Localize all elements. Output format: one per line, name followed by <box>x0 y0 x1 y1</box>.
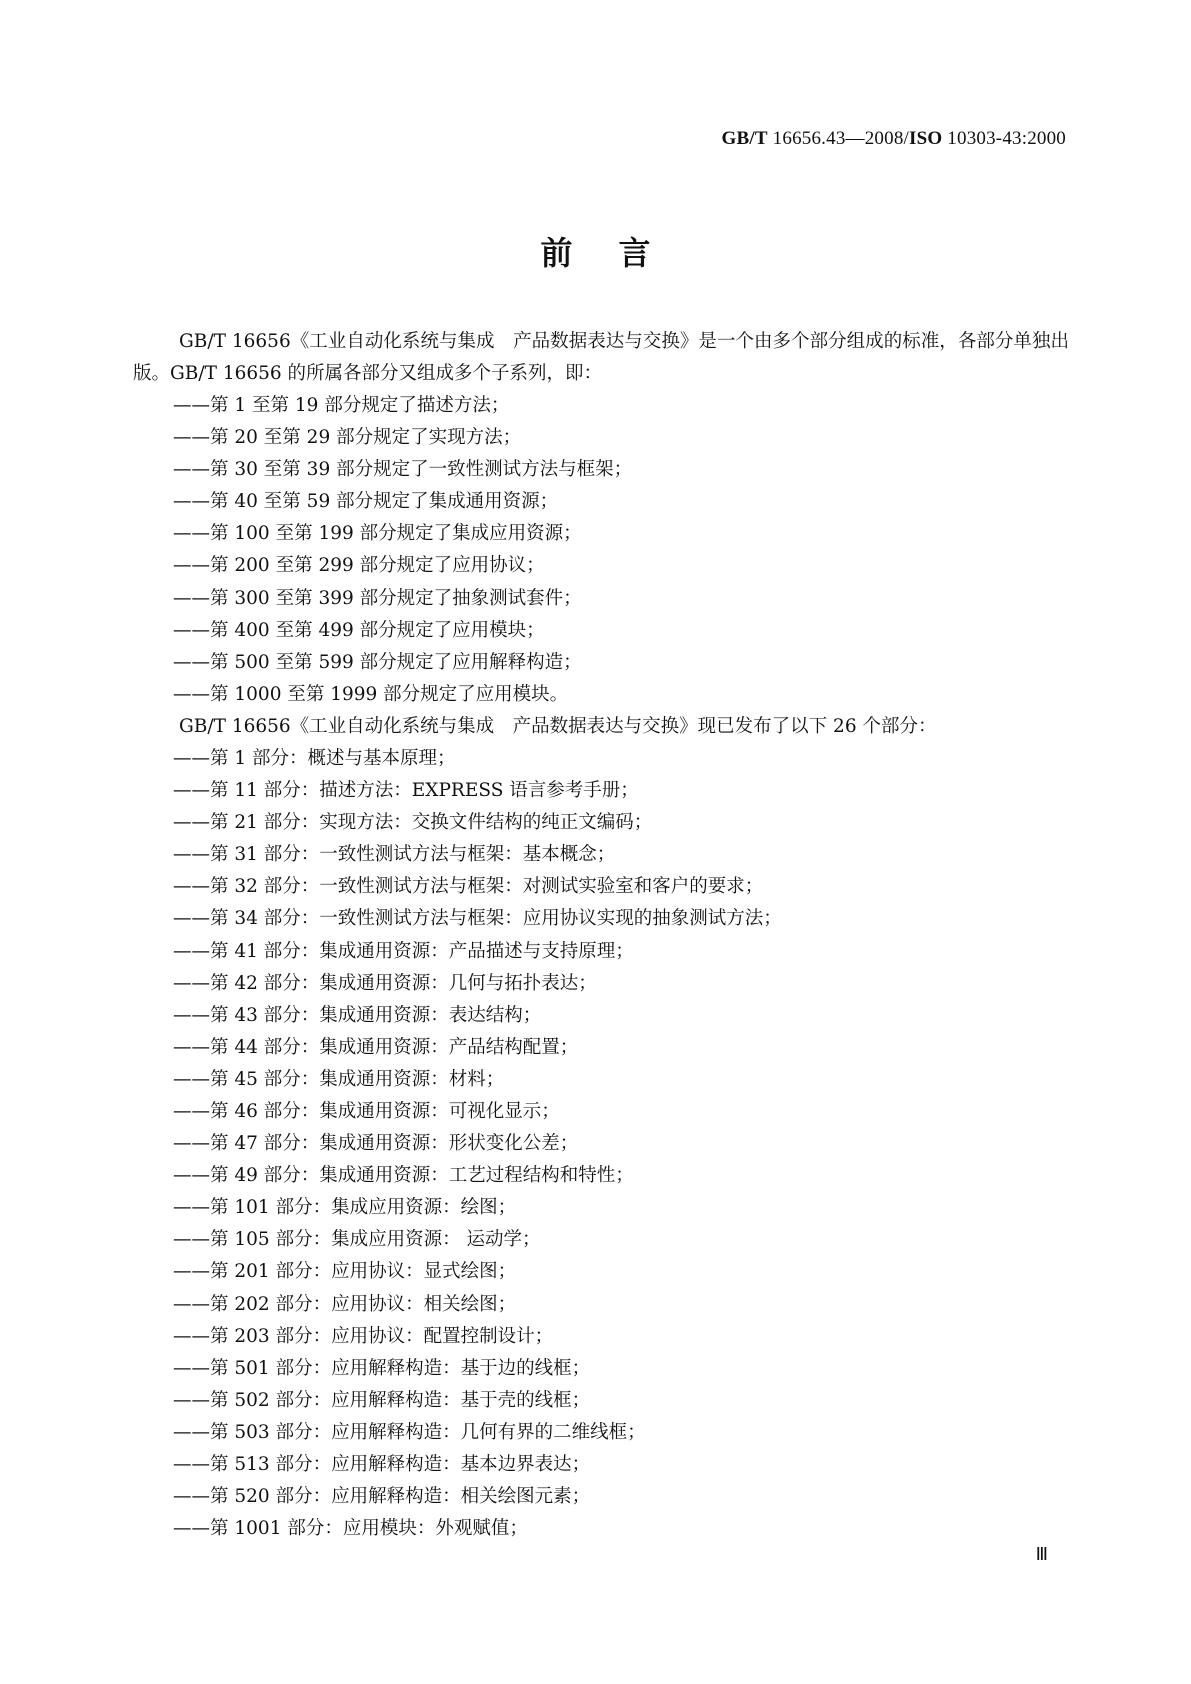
parts-list-item: ——第 42 部分：集成通用资源：几何与拓扑表达； <box>173 972 597 994</box>
parts-paragraph: GB/T 16656《工业自动化系统与集成 产品数据表达与交换》现已发布了以下 26 个部分： <box>179 715 937 737</box>
parts-list-item: ——第 11 部分：描述方法：EXPRESS 语言参考手册； <box>173 780 639 802</box>
parts-list-item: ——第 101 部分：集成应用资源：绘图； <box>173 1197 517 1219</box>
parts-list-item: ——第 202 部分：应用协议：相关绘图； <box>173 1293 517 1315</box>
series-list-item: ——第 400 至第 499 部分规定了应用模块； <box>173 619 545 641</box>
series-list-item: ——第 300 至第 399 部分规定了抽象测试套件； <box>173 587 582 609</box>
parts-list-item: ——第 501 部分：应用解释构造：基于边的线框； <box>173 1357 591 1379</box>
parts-list-item: ——第 32 部分：一致性测试方法与框架：对测试实验室和客户的要求； <box>173 876 764 898</box>
parts-list-item: ——第 43 部分：集成通用资源：表达结构； <box>173 1004 542 1026</box>
page-title: 前言 <box>540 234 697 272</box>
parts-list-item: ——第 44 部分：集成通用资源：产品结构配置； <box>173 1036 579 1058</box>
series-list-item: ——第 500 至第 599 部分规定了应用解释构造； <box>173 651 582 673</box>
iso-prefix: ISO <box>909 128 943 149</box>
series-list-item: ——第 200 至第 299 部分规定了应用协议； <box>173 555 545 577</box>
series-list <box>133 390 1069 711</box>
parts-list-item: ——第 503 部分：应用解释构造：几何有界的二维线框； <box>173 1421 646 1443</box>
parts-list <box>133 743 1069 1545</box>
series-list-item: ——第 1 至第 19 部分规定了描述方法； <box>173 395 510 416</box>
series-list-item: ——第 1000 至第 1999 部分规定了应用模块。 <box>173 683 569 705</box>
series-list-item: ——第 30 至第 39 部分规定了一致性测试方法与框架； <box>173 459 633 481</box>
intro-paragraph: GB/T 16656《工业自动化系统与集成 产品数据表达与交换》是一个由多个部分组成的标准，各部分单独出版。GB/T 16656 的所属各部分又组成多个子系列，即： <box>133 331 1069 384</box>
parts-list-item: ——第 1 部分：概述与基本原理； <box>173 747 456 769</box>
parts-list-item: ——第 520 部分：应用解释构造：相关绘图元素； <box>173 1486 591 1508</box>
parts-list-item: ——第 502 部分：应用解释构造：基于壳的线框； <box>173 1389 591 1411</box>
page-number: Ⅲ <box>1035 1544 1048 1564</box>
parts-list-item: ——第 1001 部分：应用模块：外观赋值； <box>173 1518 528 1540</box>
series-list-item: ——第 40 至第 59 部分规定了集成通用资源； <box>173 491 559 513</box>
parts-list-item: ——第 34 部分：一致性测试方法与框架：应用协议实现的抽象测试方法； <box>173 908 782 930</box>
parts-list-item: ——第 203 部分：应用协议：配置控制设计； <box>173 1325 554 1347</box>
iso-code: 10303-43:2000 <box>942 128 1066 149</box>
series-list-item: ——第 100 至第 199 部分规定了集成应用资源； <box>173 523 582 545</box>
series-list-item: ——第 20 至第 29 部分规定了实现方法； <box>173 427 522 449</box>
parts-list-item: ——第 201 部分：应用协议：显式绘图； <box>173 1261 517 1283</box>
parts-list-item: ——第 31 部分：一致性测试方法与框架：基本概念； <box>173 844 616 866</box>
parts-list-item: ——第 513 部分：应用解释构造：基本边界表达； <box>173 1454 591 1475</box>
parts-list-item: ——第 46 部分：集成通用资源：可视化显示； <box>173 1100 560 1122</box>
parts-list-item: ——第 21 部分：实现方法：交换文件结构的纯正文编码； <box>173 812 653 834</box>
parts-list-item: ——第 49 部分：集成通用资源：工艺过程结构和特性； <box>173 1165 634 1187</box>
std-code: 16656.43—2008/ <box>767 128 909 149</box>
parts-list-item: ——第 47 部分：集成通用资源：形状变化公差； <box>173 1133 579 1155</box>
parts-list-item: ——第 105 部分：集成应用资源： 运动学； <box>173 1229 541 1251</box>
parts-list-item: ——第 45 部分：集成通用资源：材料； <box>173 1068 505 1090</box>
parts-list-item: ——第 41 部分：集成通用资源：产品描述与支持原理； <box>173 940 634 962</box>
document-body <box>133 326 1069 1545</box>
std-prefix: GB/T <box>721 128 768 149</box>
standard-code-header <box>722 128 1067 150</box>
